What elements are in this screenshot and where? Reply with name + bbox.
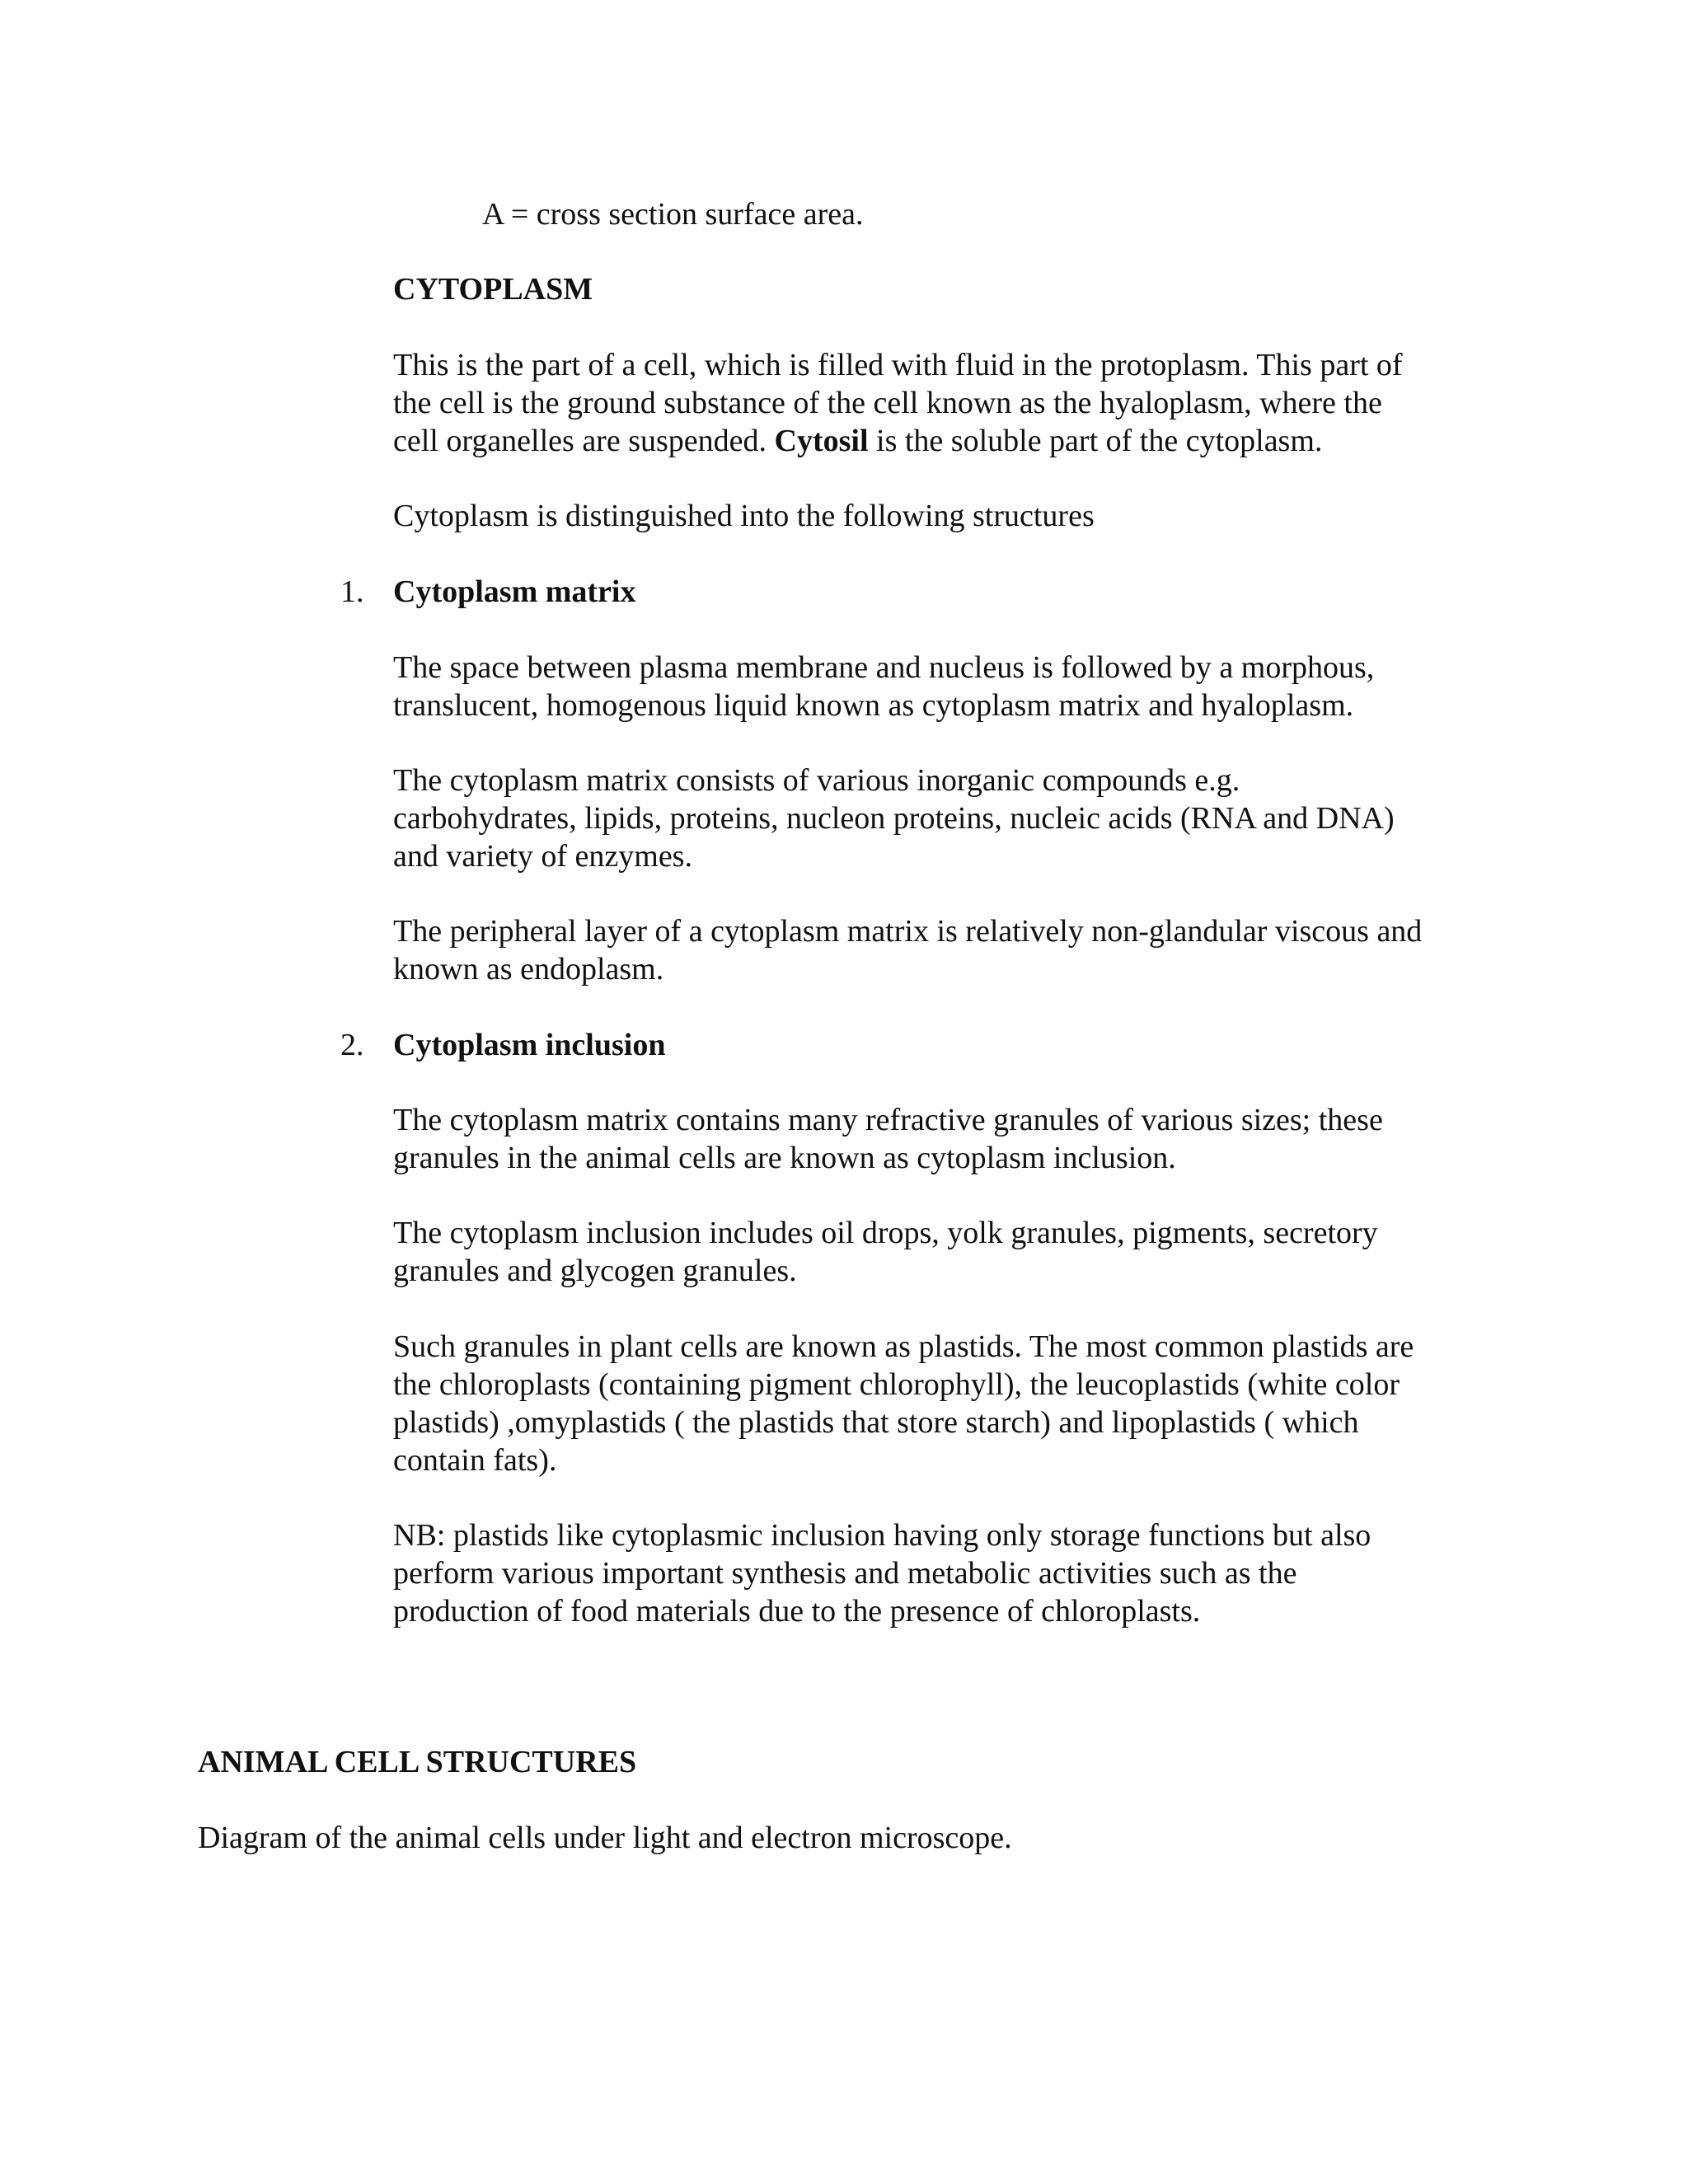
animal-cell-heading: ANIMAL CELL STRUCTURES <box>198 1745 637 1779</box>
cytoplasm-intro-paragraph <box>393 346 1403 460</box>
text-line: the cell is the ground substance of the cell known as the hyaloplasm, where the <box>393 386 1382 420</box>
text-line: plastids) ,omyplastids ( the plastids that store starch) and lipoplastids ( which <box>393 1405 1359 1440</box>
text-line: translucent, homogenous liquid known as cytoplasm matrix and hyaloplasm. <box>393 688 1354 723</box>
inclusion-paragraph-1 <box>393 1101 1383 1177</box>
formula-line: A = cross section surface area. <box>482 197 864 232</box>
text-line: carbohydrates, lipids, proteins, nucleon proteins, nucleic acids (RNA and DNA) <box>393 801 1395 836</box>
text-line: known as endoplasm. <box>393 952 664 987</box>
text-line: NB: plastids like cytoplasmic inclusion having only storage functions but also <box>393 1518 1372 1553</box>
list-number: 2. <box>340 1028 364 1062</box>
text-segment: cell organelles are suspended. <box>393 424 775 458</box>
text-line: and variety of enzymes. <box>393 839 692 874</box>
text-line: Such granules in plant cells are known as plastids. The most common plastids are <box>393 1329 1414 1364</box>
text-line: the chloroplasts (containing pigment chlorophyll), the leucoplastids (white color <box>393 1367 1400 1402</box>
text-line: The cytoplasm matrix consists of various inorganic compounds e.g. <box>393 763 1240 798</box>
inclusion-paragraph-2 <box>393 1214 1378 1290</box>
text-line <box>393 422 1403 460</box>
cytoplasm-heading: CYTOPLASM <box>393 272 593 307</box>
text-line: production of food materials due to the presence of chloroplasts. <box>393 1594 1201 1629</box>
text-line: perform various important synthesis and metabolic activities such as the <box>393 1556 1297 1591</box>
text-line: granules and glycogen granules. <box>393 1254 797 1288</box>
cytosil-term: Cytosil <box>774 424 869 458</box>
text-line: contain fats). <box>393 1443 557 1478</box>
text-segment: is the soluble part of the cytoplasm. <box>868 424 1323 458</box>
text-line: The cytoplasm matrix contains many refractive granules of various sizes; these <box>393 1103 1383 1137</box>
text-line: This is the part of a cell, which is filled with fluid in the protoplasm. This part of <box>393 348 1403 382</box>
text-line: The peripheral layer of a cytoplasm matrix is relatively non-glandular viscous and <box>393 914 1423 949</box>
text-line: The space between plasma membrane and nucleus is followed by a morphous, <box>393 650 1375 685</box>
matrix-paragraph-3 <box>393 912 1422 988</box>
diagram-caption: Diagram of the animal cells under light and electron microscope. <box>198 1821 1012 1855</box>
list-number: 1. <box>340 574 364 609</box>
text-line: The cytoplasm inclusion includes oil drops, yolk granules, pigments, secretory <box>393 1216 1378 1250</box>
inclusion-heading: Cytoplasm inclusion <box>393 1028 666 1062</box>
inclusion-paragraph-4 <box>393 1516 1371 1630</box>
matrix-paragraph-2 <box>393 762 1395 875</box>
distinguished-line: Cytoplasm is distinguished into the following structures <box>393 499 1095 533</box>
matrix-paragraph-1 <box>393 649 1374 724</box>
matrix-heading: Cytoplasm matrix <box>393 574 636 609</box>
inclusion-paragraph-3 <box>393 1328 1414 1479</box>
text-line: granules in the animal cells are known as cytoplasm inclusion. <box>393 1141 1176 1175</box>
